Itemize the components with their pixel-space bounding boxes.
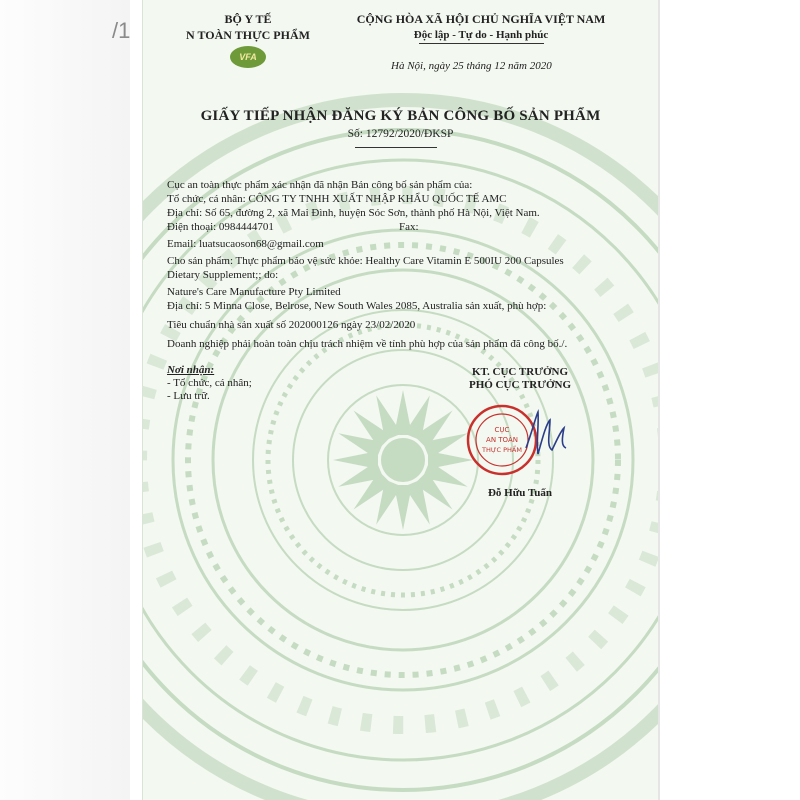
title-underline — [355, 147, 437, 148]
recipients — [167, 364, 252, 403]
fax: Fax: — [399, 221, 419, 233]
stamp-text-1: CỤC — [494, 426, 510, 434]
document-title: GIẤY TIẾP NHẬN ĐĂNG KÝ BẢN CÔNG BỐ SẢN PHẨM — [200, 108, 601, 124]
recipient-item: - Lưu trữ. — [167, 390, 210, 402]
ministry-header — [173, 12, 323, 68]
signer-name: Đỗ Hữu Tuấn — [487, 487, 553, 499]
motto-underline — [419, 43, 544, 44]
standard: Tiêu chuẩn nhà sản xuất số 202000126 ngày 23/02/2020 — [167, 319, 416, 331]
viewer-divider — [658, 0, 660, 800]
organization: Tổ chức, cá nhân: CÔNG TY TNHH XUẤT NHẬP KHẨU QUỐC TẾ AMC — [167, 193, 507, 205]
stamp-text-2: AN TOÀN — [486, 436, 518, 444]
document-number: Số: 12792/2020/ĐKSP — [347, 128, 454, 140]
phone-line — [167, 220, 637, 234]
official-stamp — [466, 402, 596, 482]
recipients-title: Nơi nhận: — [167, 364, 215, 376]
signature-line-2: PHÓ CỤC TRƯỞNG — [468, 379, 572, 391]
ministry-name: BỘ Y TẾ — [224, 12, 272, 26]
place-date: Hà Nội, ngày 25 tháng 12 năm 2020 — [391, 60, 552, 72]
national-motto: Độc lập - Tự do - Hạnh phúc — [413, 29, 549, 41]
national-header — [341, 12, 621, 44]
email: Email: luatsucaoson68@gmail.com — [167, 238, 324, 250]
handwritten-signature — [526, 412, 566, 454]
manufacturer: Nature's Care Manufacture Pty Limited — [167, 286, 341, 298]
stamp-text-3: THỰC PHẨM — [482, 446, 522, 454]
vfa-logo: VFA — [230, 46, 266, 68]
republic-name: CỘNG HÒA XÃ HỘI CHỦ NGHĨA VIỆT NAM — [356, 12, 606, 26]
intro-text: Cục an toàn thực phẩm xác nhận đã nhận Bản công bố sản phẩm của: — [167, 179, 473, 191]
viewer-right-margin — [664, 0, 800, 800]
product-line-2: Dietary Supplement;; do: — [167, 269, 279, 281]
recipient-item: - Tổ chức, cá nhân; — [167, 377, 252, 389]
certificate-body — [167, 178, 637, 351]
responsibility: Doanh nghiệp phải hoàn toàn chịu trách nhiệm về tính phù hợp của sản phẩm đã công bố./. — [167, 338, 568, 350]
product-line-1: Cho sản phẩm: Thực phẩm bảo vệ sức khỏe: Healthy Care Vitamin E 500IU 200 Capsules — [167, 255, 564, 267]
certificate-page — [142, 0, 658, 800]
signature-line-1: KT. CỤC TRƯỞNG — [471, 366, 569, 378]
manufacturer-address: Địa chỉ: 5 Minna Close, Belrose, New South Wales 2085, Australia sản xuất, phù hợp: — [167, 300, 547, 312]
page-counter: /1 — [112, 18, 131, 43]
phone: Điện thoại: 0984444701 — [167, 221, 274, 233]
department-name: N TOÀN THỰC PHẨM — [186, 28, 310, 42]
signature-title — [405, 366, 635, 392]
organization-address: Địa chỉ: Số 65, đường 2, xã Mai Đình, huyện Sóc Sơn, thành phố Hà Nội, Việt Nam. — [167, 207, 540, 219]
viewer-left-margin — [0, 0, 130, 800]
